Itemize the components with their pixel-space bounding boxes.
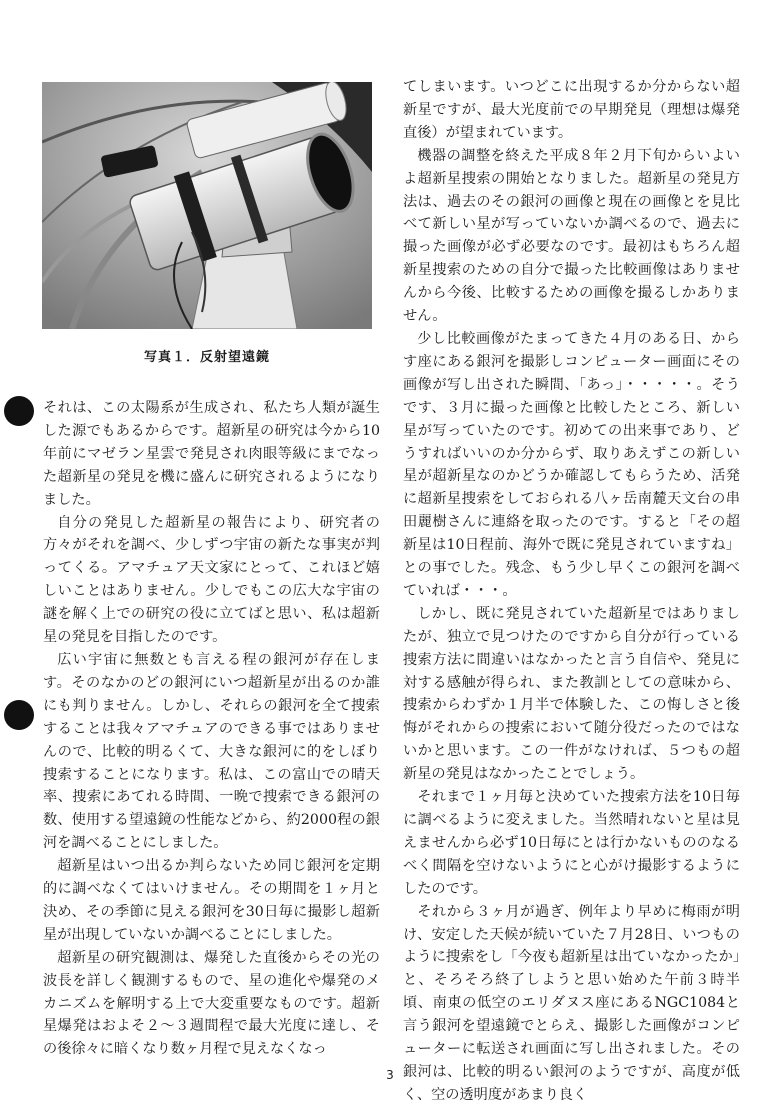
paragraph: それまで１ヶ月毎と決めていた捜索方法を10日毎に調べるように変えました。当然晴れないと星は見えませんから必ず10日毎にとは行かないもののなるべく間隔を空けないようにと心がけ撮影するようにしたのです。 bbox=[403, 789, 740, 897]
paragraph: てしまいます。いつどこに出現するか分からない超新星ですが、最大光度前での早期発見（理想は爆発直後）が望まれています。 bbox=[403, 79, 740, 141]
paragraph: 自分の発見した超新星の報告により、研究者の方々がそれを調べ、少しずつ宇宙の新たな事実が判ってくる。アマチュア天文家にとって、これほど嬉しいことはありません。少しでもこの広大な宇宙の謎を解く上での研究の役に立てばと思い、私は超新星の発見を目指したのです。 bbox=[43, 514, 380, 646]
binder-hole-lower bbox=[4, 700, 34, 730]
paragraph: それは、この太陽系が生成され、私たち人類が誕生した源でもあるからです。超新星の研究は今から10年前にマゼラン星雲で発見され肉眼等級にまでなった超新星の発見を機に盛んに研究されるようになりました。 bbox=[43, 400, 380, 508]
paragraph: 少し比較画像がたまってきた４月のある日、からす座にある銀河を撮影しコンピューター画面にその画像が写し出された瞬間、「あっ」・・・・・。そうです、３月に撮った画像と比較したところ、新しい星が写っていたのです。初めての出来事であり、どうすればいいのか分からず、取りあえずこの新しい星が超新星なのかどうか確認してもらうため、活発に超新星捜索をしておられる八ヶ岳南麓天文台の串田麗樹さんに連絡を取ったのです。すると「その超新星は10日程前、海外で既に発見されていますね」との事でした。残念、もう少し早くこの銀河を調べていれば・・・。 bbox=[403, 330, 740, 599]
paragraph: 機器の調整を終えた平成８年２月下旬からいよいよ超新星捜索の開始となりました。超新星の発見方法は、過去のその銀河の画像と現在の画像とを見比べて新しい星が写っていないか調べるので、過去に撮った画像が必ず必要なのです。最初はもちろん超新星捜索のための自分で撮った比較画像はありませんから今後、比較するための画像を撮るしかありません。 bbox=[403, 147, 740, 325]
page-number: 3 bbox=[386, 1068, 394, 1082]
paragraph: それから３ヶ月が過ぎ、例年より早めに梅雨が明け、安定した天候が続いていた７月28日、いつものように捜索をし「今夜も超新星は出ていなかったか」と、そろそろ終了しようと思い始めた午前３時半頃、南東の低空のエリダヌス座にあるNGC1084と言う銀河を望遠鏡でとらえ、撮影した画像がコンピューターに転送され画面に写し出されました。その銀河は、比較的明るい銀河のようですが、高度が低く、空の透明度があまり良く bbox=[403, 903, 740, 1103]
telescope-illustration bbox=[42, 82, 372, 329]
paragraph: 超新星はいつ出るか判らないため同じ銀河を定期的に調べなくてはいけません。その期間を１ヶ月と決め、その季節に見える銀河を30日毎に撮影し超新星が出現していないか調べることにしました。 bbox=[43, 858, 380, 943]
figure-caption: 写真１．反射望遠鏡 bbox=[143, 350, 270, 365]
paragraph: 広い宇宙に無数とも言える程の銀河が存在します。そのなかのどの銀河にいつ超新星が出るのか誰にも判りません。しかし、それらの銀河を全て捜索することは我々アマチュアのできる事ではありませんので、比較的明るくて、大きな銀河に的をしぼり捜索することになります。私は、この富山での晴天率、捜索にあてれる時間、一晩で捜索できる銀河の数、使用する望遠鏡の性能などから、約2000程の銀河を調べることにしました。 bbox=[43, 651, 380, 852]
right-text-column bbox=[403, 76, 740, 1107]
paragraph: 超新星の研究観測は、爆発した直後からその光の波長を詳しく観測するもので、星の進化や爆発のメカニズムを解明する上で大変重要なものです。超新星爆発はおよそ２～３週間程で最大光度に達し、その後徐々に暗くなり数ヶ月程で見えなくなっ bbox=[43, 949, 380, 1058]
binder-hole-upper bbox=[4, 396, 34, 426]
paragraph: しかし、既に発見されていた超新星ではありましたが、独立で見つけたのですから自分が行っている捜索方法に間違いはなかったと言う自信や、発見に対する感触が得られ、また教訓としての意味から、捜索からわずか１月半で体験した、この悔しさと後悔がそれからの捜索において随分役だったのではないかと思います。この一件がなければ、５つもの超新星の発見はなかったことでしょう。 bbox=[403, 605, 740, 783]
left-text-column bbox=[43, 397, 380, 1061]
telescope-photo bbox=[42, 82, 372, 329]
